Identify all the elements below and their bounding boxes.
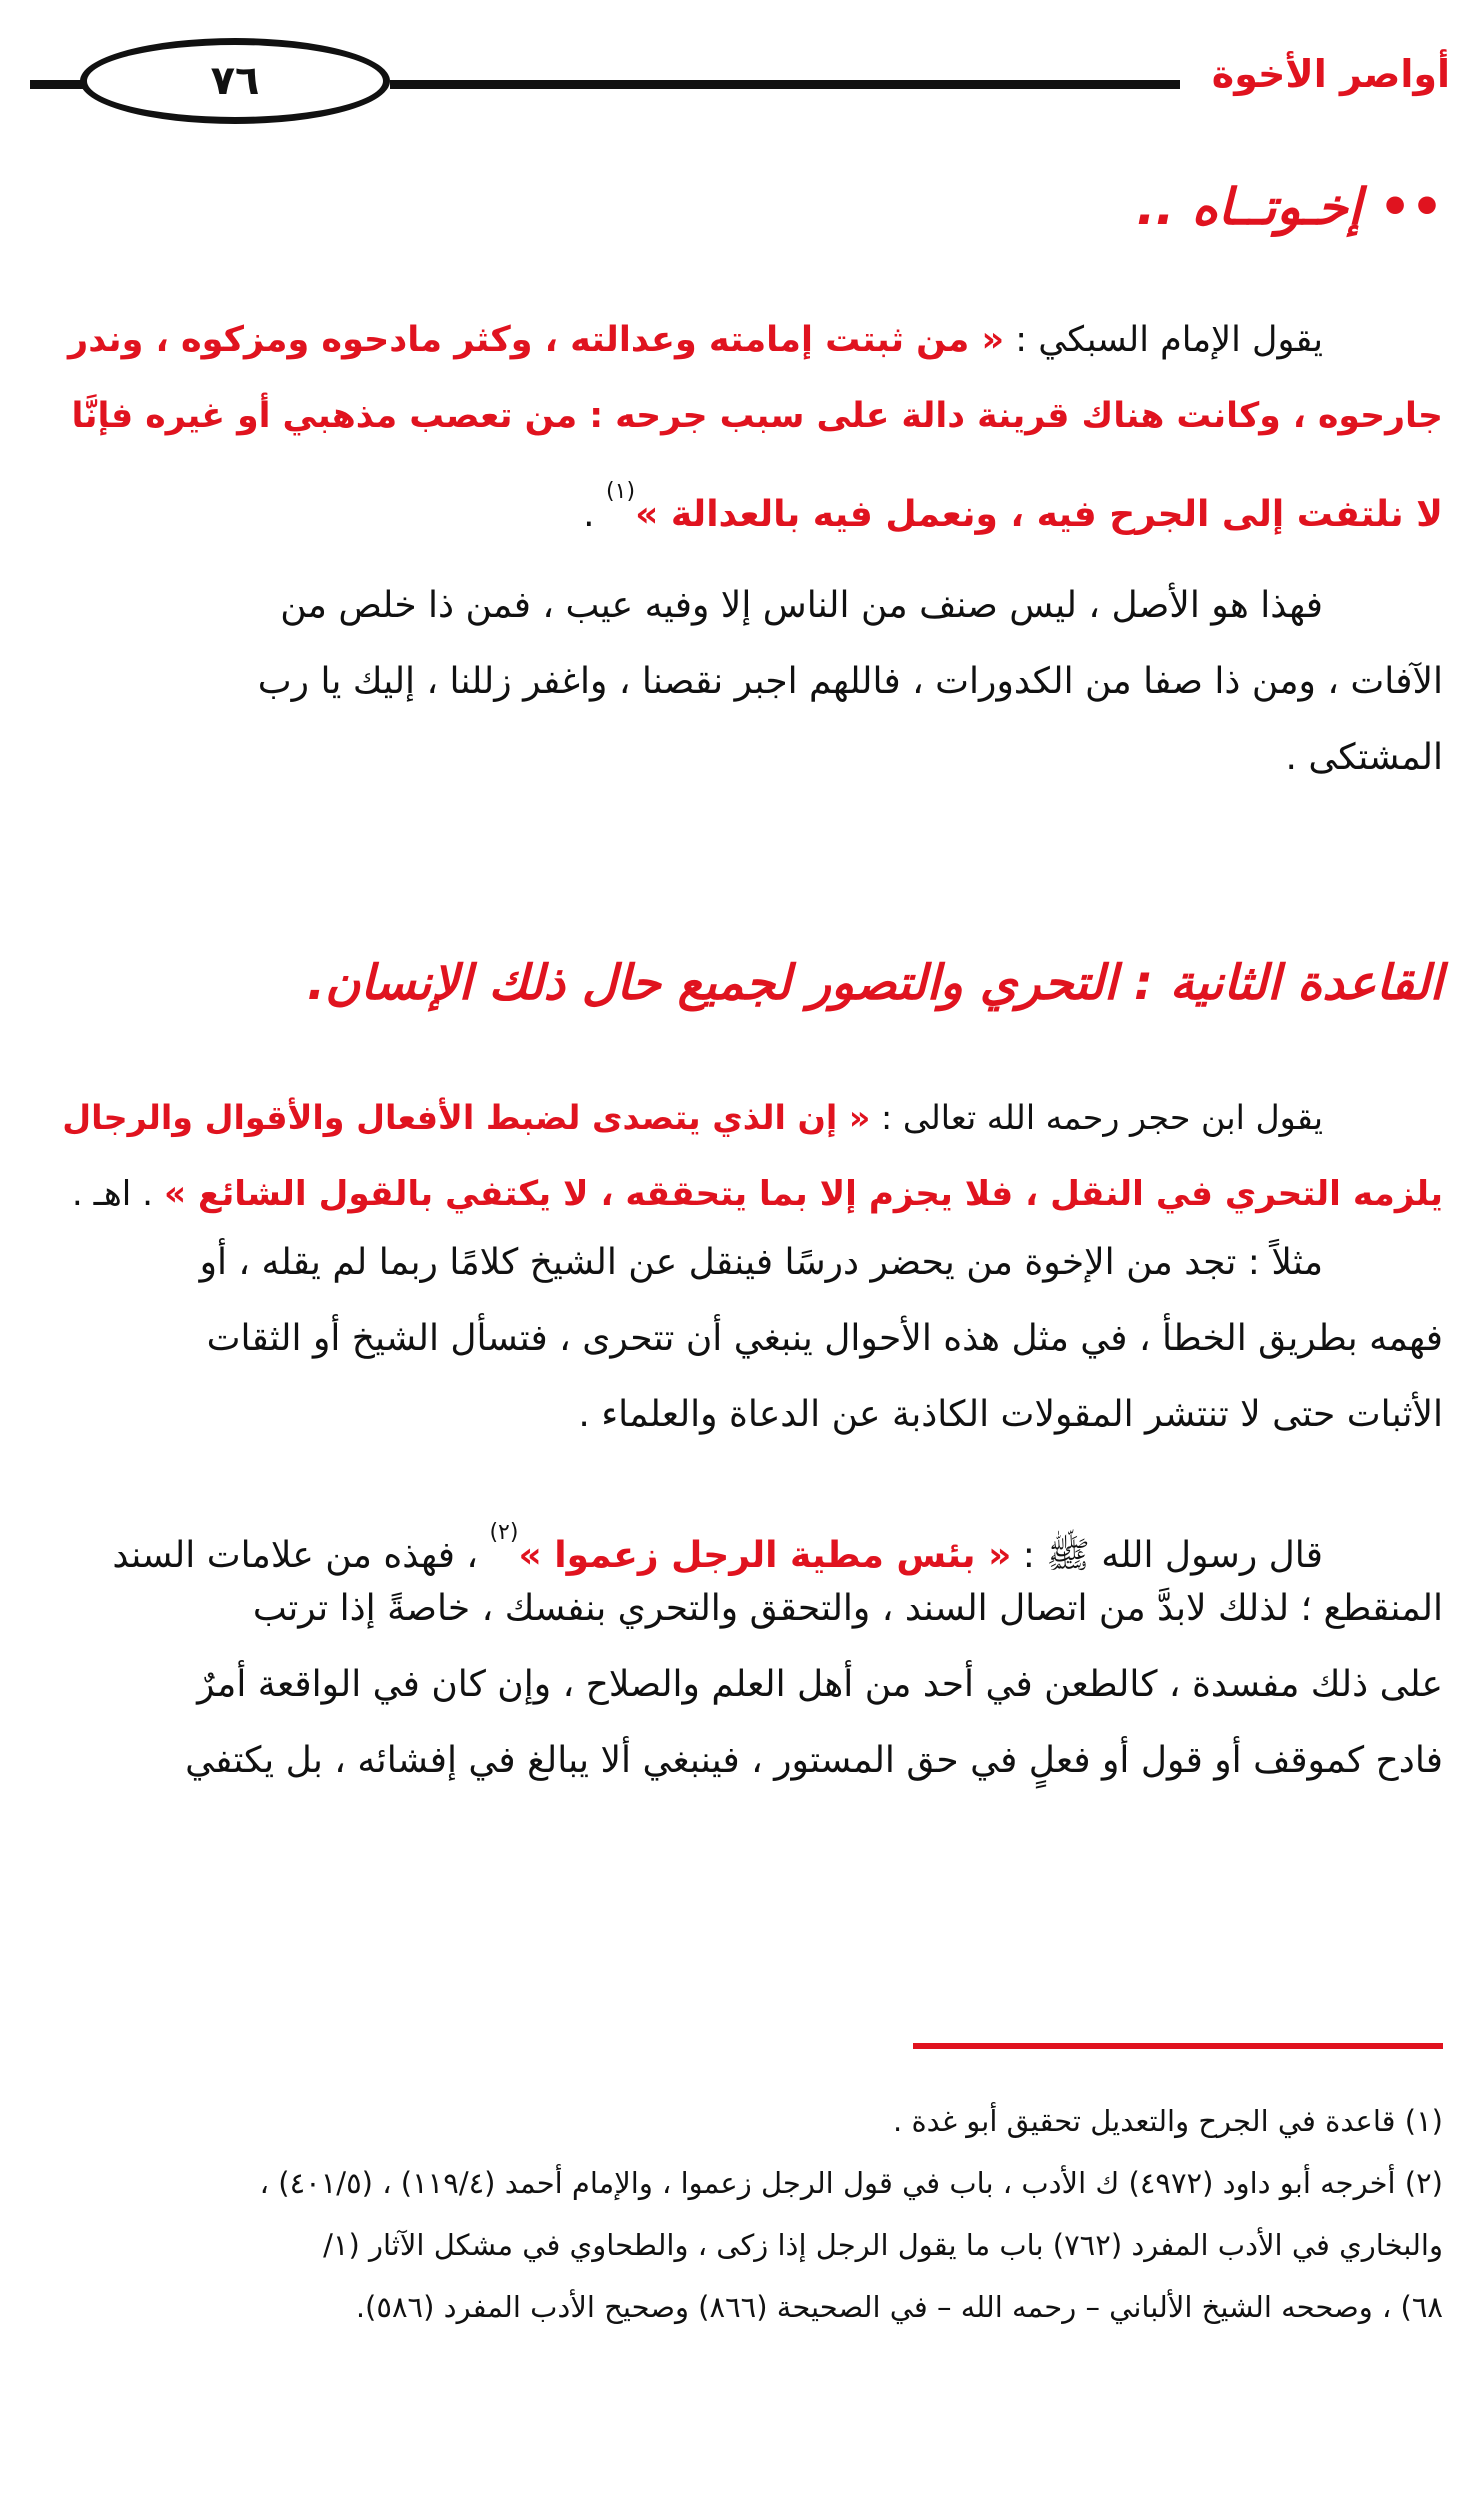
footnotes (43, 2090, 1443, 2338)
text-line: على ذلك مفسدة ، كالطعن في أحد من أهل العلم والصلاح ، وإن كان في الواقعة أمرٌ (197, 1664, 1443, 1705)
paragraph-subki-quote (43, 302, 1443, 535)
footnote-2-line: (٢) أخرجه أبو داود (٤٩٧٢) ك الأدب ، باب في قول الرجل زعموا ، والإمام أحمد (١١٩/٤) ، (٤٠١/٥) ، (259, 2166, 1443, 2200)
text-line (43, 454, 1443, 535)
paragraph-ibn-hajar-quote (43, 1080, 1443, 1232)
footnote-1: (١) قاعدة في الجرح والتعديل تحقيق أبو غدة . (893, 2104, 1443, 2138)
text-line: فادح كموقف أو قول أو فعلٍ في حق المستور ، فينبغي ألا يبالغ في إفشائه ، بل يكتفي (185, 1740, 1443, 1781)
header-rule-right (390, 80, 1180, 89)
speaker-intro: يقول الإمام السبكي : (1004, 319, 1323, 360)
header-rule-left (30, 80, 85, 89)
page-header (30, 38, 1450, 128)
page-number-oval (80, 38, 390, 124)
section-heading-rule-two: القاعدة الثانية : التحري والتصور لجميع حال ذلك الإنسان. (306, 955, 1443, 1011)
footnote-2-line: والبخاري في الأدب المفرد (٧٦٢) باب ما يقول الرجل إذا زكى ، والطحاوي في مشكل الآثار (١/ (323, 2228, 1443, 2262)
footnote-marker-1: (١) (606, 479, 636, 504)
page-number: ٧٦ (210, 58, 260, 104)
text-line: المشتكى . (1285, 737, 1443, 778)
paragraph-hadith (43, 1495, 1443, 1799)
footnote-2-line: ٦٨) ، وصححه الشيخ الألباني – رحمه الله – في الصحيحة (٨٦٦) وصحيح الأدب المفرد (٥٨٦). (355, 2290, 1443, 2324)
text-line: مثلاً : تجد من الإخوة من يحضر درسًا فينقل عن الشيخ كلامًا ربما لم يقله ، أو (199, 1242, 1323, 1283)
hadith-quote: « بئس مطية الرجل زعموا » (518, 1535, 1012, 1576)
quote-text: « من ثبتت إمامته وعدالته ، وكثر مادحوه ومزكوه ، وندر (68, 319, 1005, 360)
quote-text: يلزمه التحري في النقل ، فلا يجزم إلا بما يتحققه ، لا يكتفي بالقول الشائع » (163, 1174, 1443, 1214)
heading-text: إخـوتــاه .. (1136, 178, 1362, 236)
text-line: فهمه بطريق الخطأ ، في مثل هذه الأحوال ينبغي أن تتحرى ، فتسأل الشيخ أو الثقات (206, 1318, 1443, 1359)
speaker-intro: قال رسول الله ﷺ : (1011, 1535, 1323, 1576)
book-title: أواصر الأخوة (1211, 52, 1450, 96)
quote-line: جارحوه ، وكانت هناك قرينة دالة على سبب جرحه : من تعصب مذهبي أو غيره فإنَّا (71, 396, 1443, 436)
sentence-end: . (583, 494, 607, 535)
heading-bullet-dots: •• (1379, 178, 1443, 236)
paragraph-principle (43, 568, 1443, 796)
text-line (43, 1080, 1443, 1156)
text-line: الأثبات حتى لا تنتشر المقولات الكاذبة عن الدعاة والعلماء . (578, 1394, 1443, 1435)
text-continuation: ، فهذه من علامات السند (112, 1535, 490, 1576)
text-line: المنقطع ؛ لذلك لابدَّ من اتصال السند ، والتحقق والتحري بنفسك ، خاصةً إذا ترتب (252, 1588, 1443, 1629)
footnote-marker-2: (٢) (489, 1520, 519, 1545)
text-line (43, 1495, 1443, 1576)
footnote-separator (913, 2043, 1443, 2049)
speaker-intro: يقول ابن حجر رحمه الله تعالى : (870, 1098, 1323, 1137)
text-line: الآفات ، ومن ذا صفا من الكدورات ، فاللهم اجبر نقصنا ، واغفر زللنا ، إليك يا رب (257, 661, 1443, 702)
text-line (43, 302, 1443, 378)
sentence-end: . اهـ . (71, 1174, 164, 1214)
quote-text: « إن الذي يتصدى لضبط الأفعال والأقوال والرجال (62, 1098, 871, 1137)
paragraph-example (43, 1225, 1443, 1453)
text-line (43, 1156, 1443, 1232)
section-heading-brothers (1136, 178, 1443, 236)
text-line: فهذا هو الأصل ، ليس صنف من الناس إلا وفيه عيب ، فمن ذا خلص من (280, 585, 1323, 626)
quote-text: لا نلتفت إلى الجرح فيه ، ونعمل فيه بالعدالة » (635, 494, 1443, 535)
